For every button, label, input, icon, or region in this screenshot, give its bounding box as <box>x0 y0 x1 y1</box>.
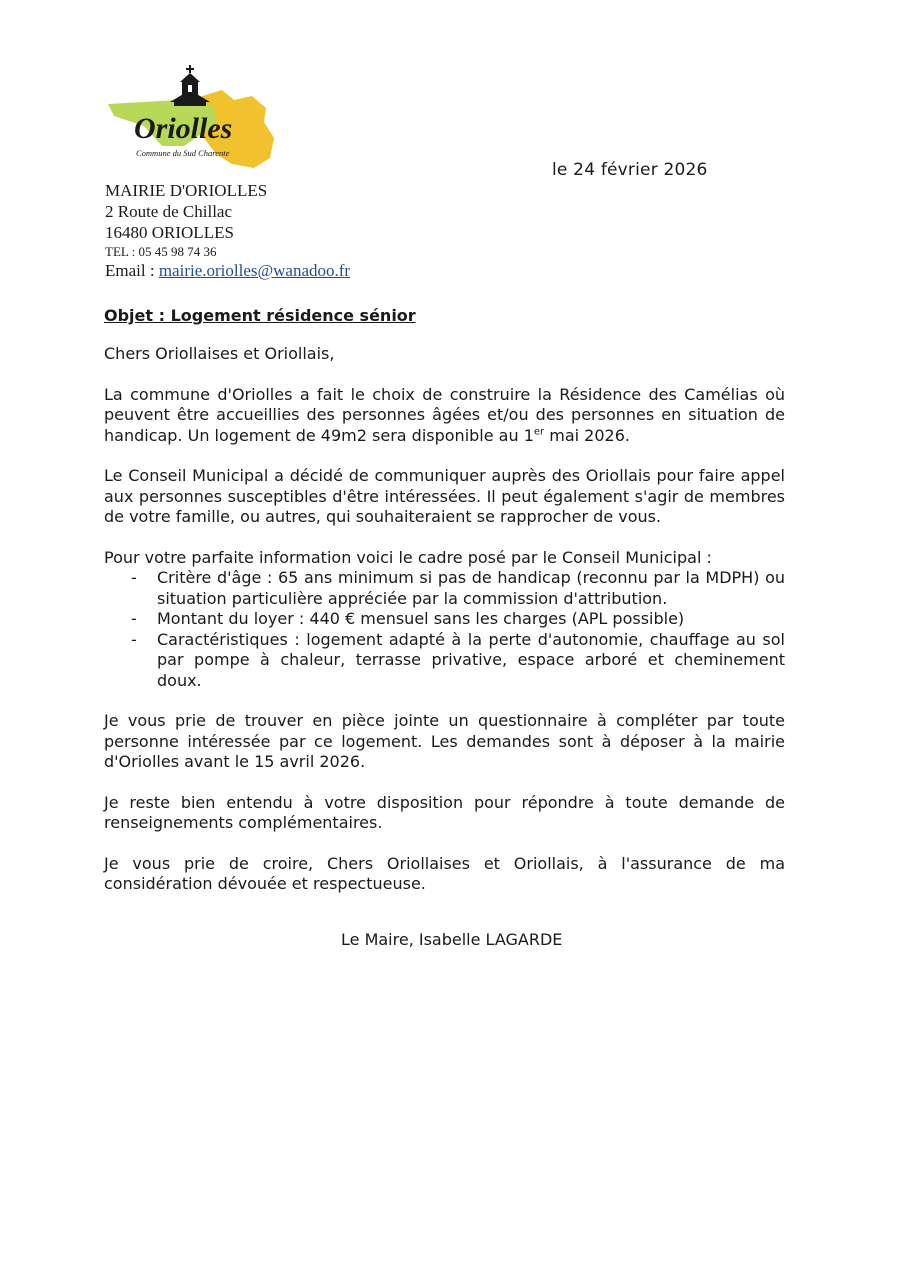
sender-name: MAIRIE D'ORIOLLES <box>105 181 268 200</box>
letter-date: le 24 février 2026 <box>552 160 708 180</box>
criteria-list <box>104 568 785 691</box>
logo-tagline: Commune du Sud Charente <box>136 148 230 158</box>
list-item: - Montant du loyer : 440 € mensuel sans les charges (APL possible) <box>131 609 685 628</box>
paragraph-council: Le Conseil Municipal a décidé de communiquer auprès des Oriollais pour faire appel aux personnes susceptibles d'être intéressées. Il peut également s'agir de membres de votre famille, ou autres, qui souhaiteraient se rapprocher de vous. <box>104 466 785 526</box>
paragraph-closing: Je vous prie de croire, Chers Oriollaises et Oriollais, à l'assurance de ma considération dévouée et respectueuse. <box>104 853 785 893</box>
greeting: Chers Oriollaises et Oriollais, <box>104 344 335 363</box>
sender-street: 2 Route de Chillac <box>105 202 233 221</box>
list-item: - Caractéristiques : logement adapté à la perte d'autonomie, chauffage au sol par pompe à chaleur, terrasse privative, espace arboré et cheminement doux. <box>131 629 785 690</box>
paragraph-availability: Je reste bien entendu à votre disposition pour répondre à toute demande de renseignements complémentaires. <box>104 792 785 832</box>
sender-address <box>105 180 350 281</box>
signature: Le Maire, Isabelle LAGARDE <box>341 930 563 949</box>
letter-body <box>104 344 785 895</box>
sender-city: 16480 ORIOLLES <box>105 223 234 242</box>
paragraph-criteria-intro: Pour votre parfaite information voici le cadre posé par le Conseil Municipal : <box>104 547 712 567</box>
email-link[interactable]: mairie.oriolles@wanadoo.fr <box>158 261 351 280</box>
paragraph-questionnaire: Je vous prie de trouver en pièce jointe un questionnaire à compléter par toute personne intéressée par ce logement. Les demandes sont à déposer à la mairie d'Oriolles avant le 15 avril 2026. <box>104 711 785 771</box>
sender-phone: TEL : 05 45 98 74 36 <box>105 244 217 259</box>
logo-wordmark: Oriolles <box>134 112 233 145</box>
letter-subject: Objet : Logement résidence sénior <box>104 306 416 325</box>
list-item: - Critère d'âge : 65 ans minimum si pas de handicap (reconnu par la MDPH) ou situation particulière appréciée par la commission d'attribution. <box>131 568 785 608</box>
sender-email-line <box>105 260 350 281</box>
email-label: Email : <box>105 261 159 280</box>
paragraph-intro: La commune d'Oriolles a fait le choix de construire la Résidence des Camélias où peuvent être accueillies des personnes âgées et/ou des personnes en situation de handicap. Un logement de 49m2 sera disponible au 1er mai 2026. <box>104 384 785 445</box>
commune-logo <box>104 60 284 175</box>
